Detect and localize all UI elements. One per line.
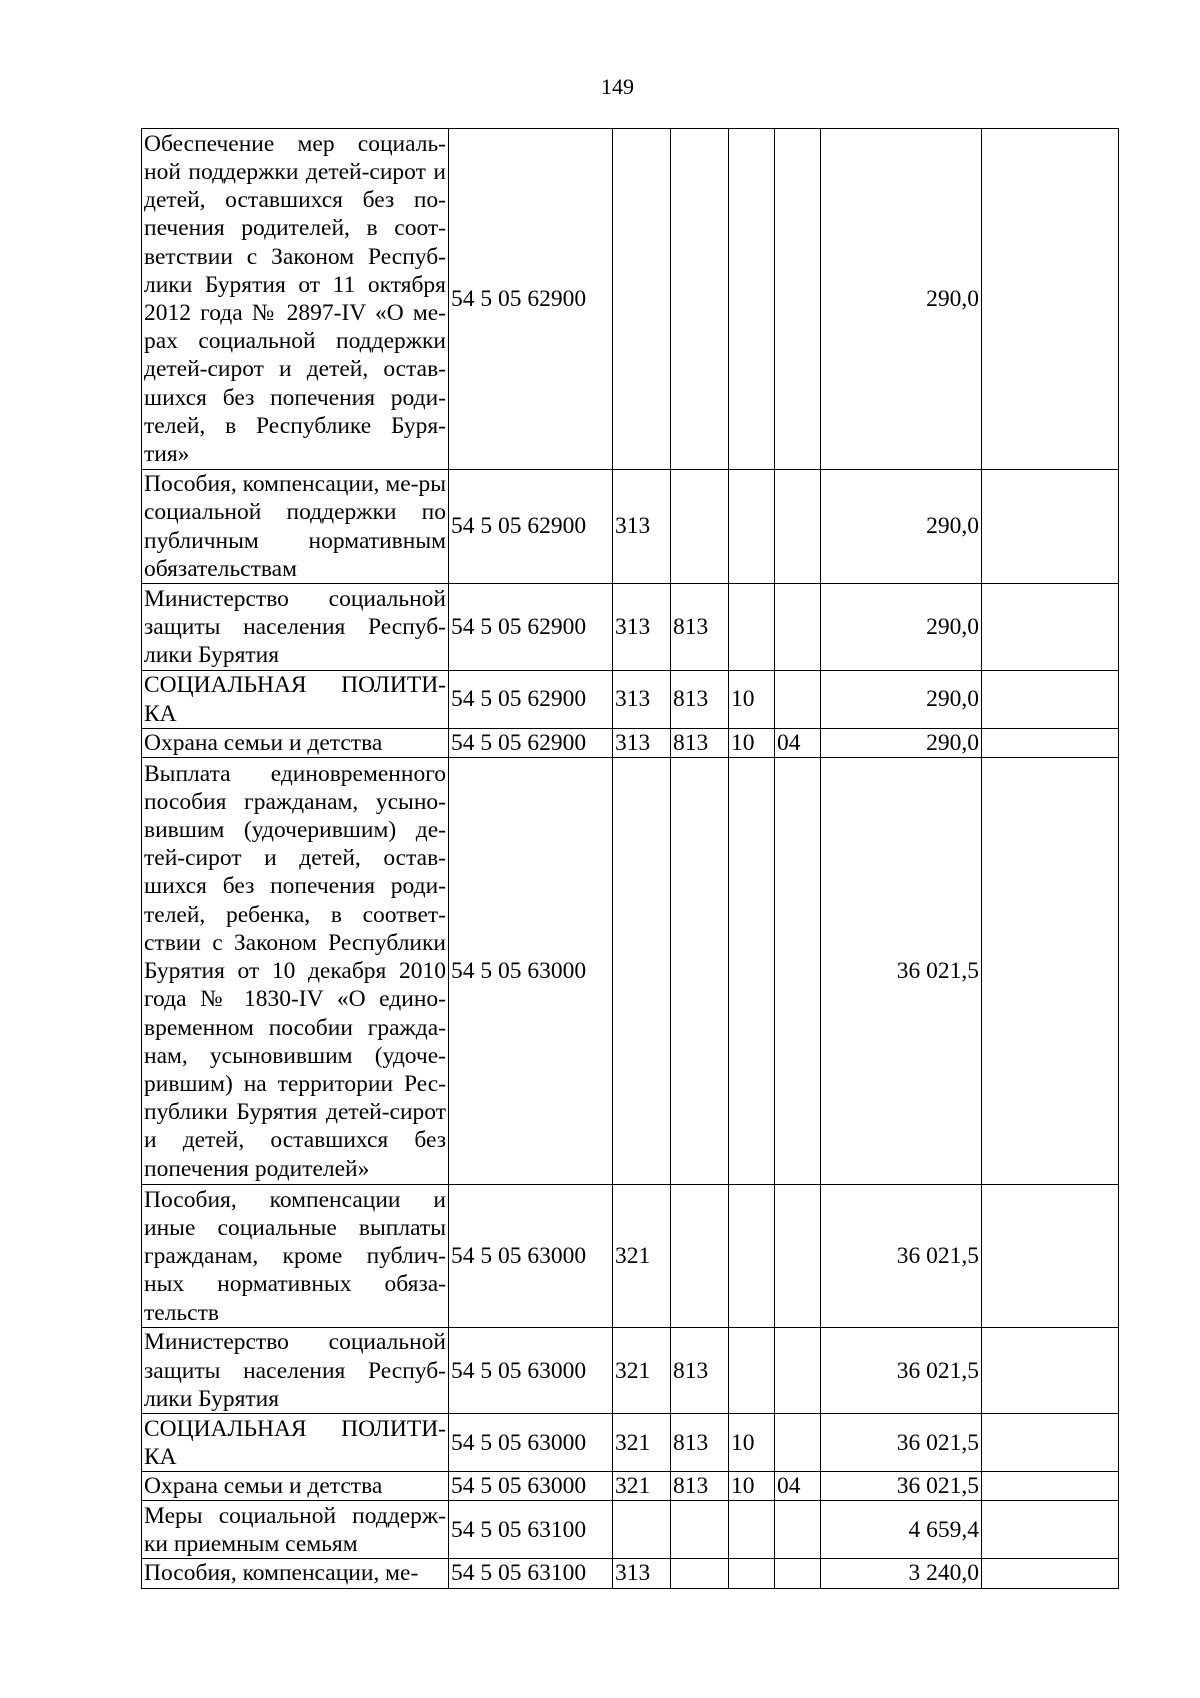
- amount-cell: 36 021,5: [821, 1185, 982, 1328]
- section-code-cell: 10: [729, 1414, 775, 1472]
- subsection-code-cell: [775, 1328, 821, 1414]
- target-code-cell: 54 5 05 62900: [449, 470, 613, 584]
- administrator-code-cell: 813: [671, 1472, 729, 1501]
- empty-cell: [982, 1472, 1119, 1501]
- amount-cell: 36 021,5: [821, 1414, 982, 1472]
- subsection-code-cell: [775, 671, 821, 729]
- expense-type-cell: 313: [613, 729, 671, 758]
- empty-cell: [982, 758, 1119, 1185]
- table-row: [142, 129, 1119, 470]
- subsection-code-cell: 04: [775, 1472, 821, 1501]
- expense-type-cell: [613, 1501, 671, 1559]
- row-name-cell: Министерство социальной защиты населения Респуб-лики Бурятия: [142, 1328, 449, 1414]
- empty-cell: [982, 1328, 1119, 1414]
- table-row: [142, 729, 1119, 758]
- target-code-cell: 54 5 05 63100: [449, 1559, 613, 1588]
- amount-cell: 3 240,0: [821, 1559, 982, 1588]
- empty-cell: [982, 1185, 1119, 1328]
- table-row: [142, 1559, 1119, 1588]
- target-code-cell: 54 5 05 62900: [449, 671, 613, 729]
- budget-table: [141, 128, 1119, 1589]
- expense-type-cell: [613, 129, 671, 470]
- expense-type-cell: 313: [613, 470, 671, 584]
- table-row: [142, 1185, 1119, 1328]
- section-code-cell: [729, 584, 775, 671]
- administrator-code-cell: [671, 470, 729, 584]
- administrator-code-cell: [671, 129, 729, 470]
- expense-type-cell: 321: [613, 1185, 671, 1328]
- empty-cell: [982, 1501, 1119, 1559]
- section-code-cell: [729, 1328, 775, 1414]
- table-row: [142, 758, 1119, 1185]
- table-row: [142, 1501, 1119, 1559]
- subsection-code-cell: 04: [775, 729, 821, 758]
- table-row: [142, 1414, 1119, 1472]
- amount-cell: 36 021,5: [821, 758, 982, 1185]
- row-name-cell: Обеспечение мер социаль-ной поддержки детей-сирот и детей, оставшихся без по-печения родителей, в соот-ветствии с Законом Респуб-лики Бурятия от 11 октября 2012 года № 2897-IV «О ме-рах социальной поддержки детей-сирот и детей, остав-шихся без попечения роди-телей, в Республике Буря-тия»: [142, 129, 449, 470]
- administrator-code-cell: [671, 758, 729, 1185]
- subsection-code-cell: [775, 1414, 821, 1472]
- subsection-code-cell: [775, 129, 821, 470]
- amount-cell: 290,0: [821, 470, 982, 584]
- row-name-cell: Охрана семьи и детства: [142, 729, 449, 758]
- row-name-cell: Пособия, компенсации, ме-: [142, 1559, 449, 1588]
- expense-type-cell: 313: [613, 1559, 671, 1588]
- empty-cell: [982, 1414, 1119, 1472]
- target-code-cell: 54 5 05 63000: [449, 758, 613, 1185]
- table-row: [142, 470, 1119, 584]
- empty-cell: [982, 584, 1119, 671]
- target-code-cell: 54 5 05 63000: [449, 1414, 613, 1472]
- subsection-code-cell: [775, 1185, 821, 1328]
- row-name-cell: Выплата единовременного пособия гражданам, усыно-вившим (удочерившим) де-тей-сирот и детей, остав-шихся без попечения роди-телей, ребенка, в соответ-ствии с Законом Республики Бурятия от 10 декабря 2010 года № 1830-IV «О едино-временном пособии гражда-нам, усыновившим (удоче-рившим) на территории Рес-публики Бурятия детей-сирот и детей, оставшихся без попечения родителей»: [142, 758, 449, 1185]
- subsection-code-cell: [775, 758, 821, 1185]
- expense-type-cell: [613, 758, 671, 1185]
- target-code-cell: 54 5 05 63000: [449, 1185, 613, 1328]
- empty-cell: [982, 729, 1119, 758]
- expense-type-cell: 321: [613, 1472, 671, 1501]
- administrator-code-cell: 813: [671, 1414, 729, 1472]
- row-name-cell: Министерство социальной защиты населения Респуб-лики Бурятия: [142, 584, 449, 671]
- target-code-cell: 54 5 05 62900: [449, 584, 613, 671]
- section-code-cell: 10: [729, 729, 775, 758]
- amount-cell: 290,0: [821, 729, 982, 758]
- expense-type-cell: 313: [613, 584, 671, 671]
- section-code-cell: [729, 758, 775, 1185]
- amount-cell: 36 021,5: [821, 1328, 982, 1414]
- administrator-code-cell: [671, 1185, 729, 1328]
- target-code-cell: 54 5 05 63100: [449, 1501, 613, 1559]
- section-code-cell: [729, 1185, 775, 1328]
- amount-cell: 290,0: [821, 671, 982, 729]
- amount-cell: 4 659,4: [821, 1501, 982, 1559]
- empty-cell: [982, 470, 1119, 584]
- section-code-cell: [729, 470, 775, 584]
- section-code-cell: [729, 129, 775, 470]
- administrator-code-cell: 813: [671, 729, 729, 758]
- target-code-cell: 54 5 05 63000: [449, 1472, 613, 1501]
- administrator-code-cell: 813: [671, 671, 729, 729]
- subsection-code-cell: [775, 1559, 821, 1588]
- empty-cell: [982, 671, 1119, 729]
- row-name-cell: СОЦИАЛЬНАЯ ПОЛИТИ-КА: [142, 671, 449, 729]
- row-name-cell: Меры социальной поддерж-ки приемным семьям: [142, 1501, 449, 1559]
- amount-cell: 290,0: [821, 129, 982, 470]
- administrator-code-cell: [671, 1501, 729, 1559]
- target-code-cell: 54 5 05 62900: [449, 729, 613, 758]
- table-row: [142, 1472, 1119, 1501]
- subsection-code-cell: [775, 584, 821, 671]
- table-row: [142, 584, 1119, 671]
- expense-type-cell: 313: [613, 671, 671, 729]
- table-row: [142, 1328, 1119, 1414]
- row-name-cell: СОЦИАЛЬНАЯ ПОЛИТИ-КА: [142, 1414, 449, 1472]
- empty-cell: [982, 1559, 1119, 1588]
- target-code-cell: 54 5 05 63000: [449, 1328, 613, 1414]
- expense-type-cell: 321: [613, 1414, 671, 1472]
- expense-type-cell: 321: [613, 1328, 671, 1414]
- empty-cell: [982, 129, 1119, 470]
- row-name-cell: Пособия, компенсации, ме-ры социальной поддержки по публичным нормативным обязательствам: [142, 470, 449, 584]
- section-code-cell: 10: [729, 671, 775, 729]
- administrator-code-cell: 813: [671, 1328, 729, 1414]
- target-code-cell: 54 5 05 62900: [449, 129, 613, 470]
- page-number: 149: [601, 74, 634, 99]
- row-name-cell: Охрана семьи и детства: [142, 1472, 449, 1501]
- table-row: [142, 671, 1119, 729]
- section-code-cell: 10: [729, 1472, 775, 1501]
- administrator-code-cell: 813: [671, 584, 729, 671]
- administrator-code-cell: [671, 1559, 729, 1588]
- section-code-cell: [729, 1559, 775, 1588]
- subsection-code-cell: [775, 1501, 821, 1559]
- amount-cell: 36 021,5: [821, 1472, 982, 1501]
- amount-cell: 290,0: [821, 584, 982, 671]
- row-name-cell: Пособия, компенсации и иные социальные выплаты гражданам, кроме публич-ных нормативных обяза-тельств: [142, 1185, 449, 1328]
- subsection-code-cell: [775, 470, 821, 584]
- section-code-cell: [729, 1501, 775, 1559]
